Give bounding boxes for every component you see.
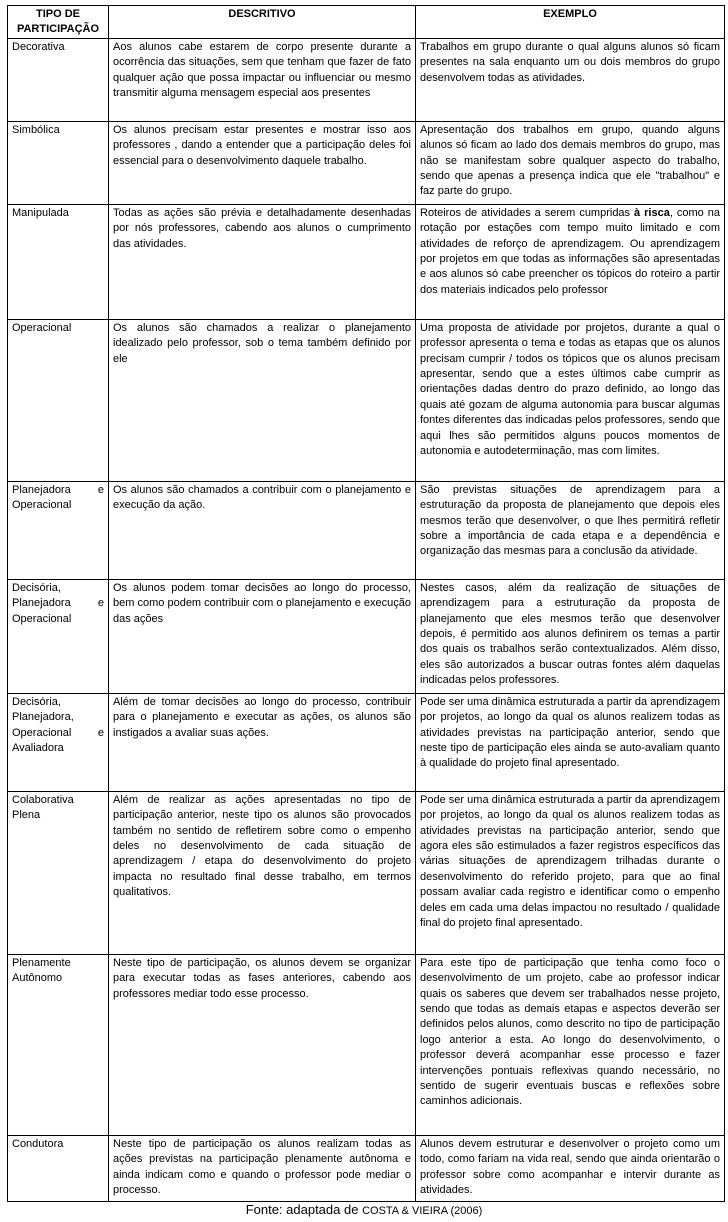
cell-exemplo xyxy=(416,204,725,319)
cell-exemplo: São previstas situações de aprendizagem para a estruturação da proposta de planejamento que depois eles mesmos terão que desenvolver, o que lhes permitirá refletir sobre a importância de cada etapa e a dependência e organização das mesmas para a conclusão da atividade. xyxy=(416,481,725,579)
cell-descritivo: Além de realizar as ações apresentadas no tipo de participação anterior, neste tipo os alunos são provocados também no sentido de refletirem sobre como o empenho deles no desenvolvimento de cada situação de aprendizagem / etapa do desenvolvimento do projeto impacta no resultado final desse trabalho, em termos qualitativos. xyxy=(109,791,416,954)
cell-descritivo: Todas as ações são prévia e detalhadamente desenhadas por nós professores, cabendo aos alunos o cumprimento das atividades. xyxy=(109,204,416,319)
table-row xyxy=(8,38,725,121)
cell-exemplo: Nestes casos, além da realização de situações de aprendizagem para a estruturação da proposta de planejamento que eles mesmos terão que desenvolver depois, é permitido aos alunos definirem os temas a partir dos quais os trabalhos serão contextualizados. Além disso, eles são autorizados a buscar outras fontes além daquelas indicadas pelos professores. xyxy=(416,579,725,693)
table-row xyxy=(8,204,725,319)
table-row xyxy=(8,1135,725,1201)
cell-descritivo: Além de tomar decisões ao longo do processo, contribuir para o planejamento e executar as ações, os alunos são instigados a avaliar suas ações. xyxy=(109,693,416,791)
cell-descritivo: Neste tipo de participação os alunos realizam todas as ações previstas na participação plenamente autônoma e ainda indicam como e quando o professor pode mediar o processo. xyxy=(109,1135,416,1201)
table-row xyxy=(8,481,725,579)
table-caption xyxy=(0,1202,728,1219)
cell-exemplo: Pode ser uma dinâmica estruturada a partir da aprendizagem por projetos, ao longo da qual os alunos realizem todas as atividades previstas na participação anterior, sendo que neste tipo de participação eles ainda se auto-avaliam quanto à qualidade do projeto final apresentado. xyxy=(416,693,725,791)
cell-descritivo: Os alunos são chamados a contribuir com o planejamento e execução da ação. xyxy=(109,481,416,579)
header-tipo: TIPO DE PARTICIPAÇÃO xyxy=(8,6,109,39)
cell-descritivo: Os alunos podem tomar decisões ao longo do processo, bem como podem contribuir com o planejamento e execução das ações xyxy=(109,579,416,693)
cell-descritivo: Aos alunos cabe estarem de corpo presente durante a ocorrência das situações, sem que tenham que fazer de fato qualquer ação que possa impactar ou influenciar ou mesmo transmitir alguma mensagem especial aos presentes xyxy=(109,38,416,121)
table-row xyxy=(8,121,725,204)
header-row xyxy=(8,6,725,39)
cell-tipo: Planejadora e Operacional xyxy=(8,481,109,579)
caption-prefix: Fonte: adaptada de xyxy=(245,1202,363,1217)
cell-tipo: Colaborativa Plena xyxy=(8,791,109,954)
table-row xyxy=(8,693,725,791)
header-exemplo: EXEMPLO xyxy=(416,6,725,39)
cell-exemplo: Uma proposta de atividade por projetos, durante a qual o professor apresenta o tema e todas as etapas que os alunos precisam cumprir / todos os tópicos que os alunos precisam apresentar, sendo que a estes últimos cabe cumprir as orientações dadas dentro do prazo definido, ao longo das quais até gozam de alguma autonomia para buscar algumas fontes diferentes das indicadas pelos professores, sendo que aqui lhes são permitidos alguns poucos momentos de autonomia e autodeterminação, mas com limites. xyxy=(416,319,725,481)
cell-tipo: Decisória, Planejadora, Operacional e Avaliadora xyxy=(8,693,109,791)
cell-descritivo: Neste tipo de participação, os alunos devem se organizar para executar todas as fases anteriores, cabendo aos professores mediar todo esse processo. xyxy=(109,954,416,1135)
table-row xyxy=(8,791,725,954)
cell-tipo: Decorativa xyxy=(8,38,109,121)
table-row xyxy=(8,319,725,481)
cell-exemplo: Alunos devem estruturar e desenvolver o projeto como um todo, como fariam na vida real, sendo que ainda orientarão o professor sobre como acompanhar e intervir durante as atividades. xyxy=(416,1135,725,1201)
cell-exemplo: Pode ser uma dinâmica estruturada a partir da aprendizagem por projetos, ao longo da qual os alunos realizem todas as atividades previstas na participação anterior, sendo que agora eles são estimulados a fazer registros específicos das várias situações de aprendizagem trilhadas durante o desenvolvimento do referido projeto, para que ao final possam avaliar cada registro e identificar como o empenho deles em cada uma delas impactou no resultado / qualidade final do projeto final apresentado. xyxy=(416,791,725,954)
cell-tipo: Simbólica xyxy=(8,121,109,204)
exemplo-text-start: Roteiros de atividades a serem cumpridas xyxy=(420,206,635,219)
table-row xyxy=(8,954,725,1135)
exemplo-text-bold: à risca xyxy=(634,206,670,219)
table-row xyxy=(8,579,725,693)
header-descritivo: DESCRITIVO xyxy=(109,6,416,39)
cell-tipo: Condutora xyxy=(8,1135,109,1201)
exemplo-text-end: , como na rotação por estações com tempo muito limitado e com atividades de reforço de aprendizagem. Ou aprendizagem por projetos em que todas as informações são apresentadas e aos alunos só cabe preencher os tópicos do roteiro a partir dos materiais indicados pelo professor xyxy=(420,206,720,296)
cell-descritivo: Os alunos são chamados a realizar o planejamento idealizado pelo professor, sob o tema também definido por ele xyxy=(109,319,416,481)
cell-exemplo: Trabalhos em grupo durante o qual alguns alunos só ficam presentes na sala enquanto um ou dois membros do grupo desenvolvem todas as atividades. xyxy=(416,38,725,121)
cell-tipo: Decisória, Planejadora e Operacional xyxy=(8,579,109,693)
caption-source: COSTA & VIEIRA (2006) xyxy=(362,1205,483,1217)
cell-exemplo: Apresentação dos trabalhos em grupo, quando alguns alunos só ficam ao lado dos demais membros do grupo, mas não se manifestam sobre qualquer aspecto do trabalho, sendo que apenas a presença indica que ele "trabalhou" e faz parte do grupo. xyxy=(416,121,725,204)
cell-tipo: Plenamente Autônomo xyxy=(8,954,109,1135)
cell-descritivo: Os alunos precisam estar presentes e mostrar isso aos professores , dando a entender que a participação deles foi essencial para o desenvolvimento daquele trabalho. xyxy=(109,121,416,204)
cell-tipo: Operacional xyxy=(8,319,109,481)
cell-tipo: Manipulada xyxy=(8,204,109,319)
participation-types-table xyxy=(7,5,725,1202)
cell-exemplo: Para este tipo de participação que tenha como foco o desenvolvimento de um projeto, cabe ao professor indicar quais os saberes que devem ser trabalhados nesse projeto, sendo que todas as demais etapas e aspectos deverão ser definidos pelos alunos, como descrito no tipo de participação logo anterior a esta. Ao longo do desenvolvimento, o professor deverá acompanhar esse processo e fazer intervenções pontuais reflexivas quando necessário, no sentido de sugerir eventuais buscas e reflexões sobre caminhos adicionais. xyxy=(416,954,725,1135)
